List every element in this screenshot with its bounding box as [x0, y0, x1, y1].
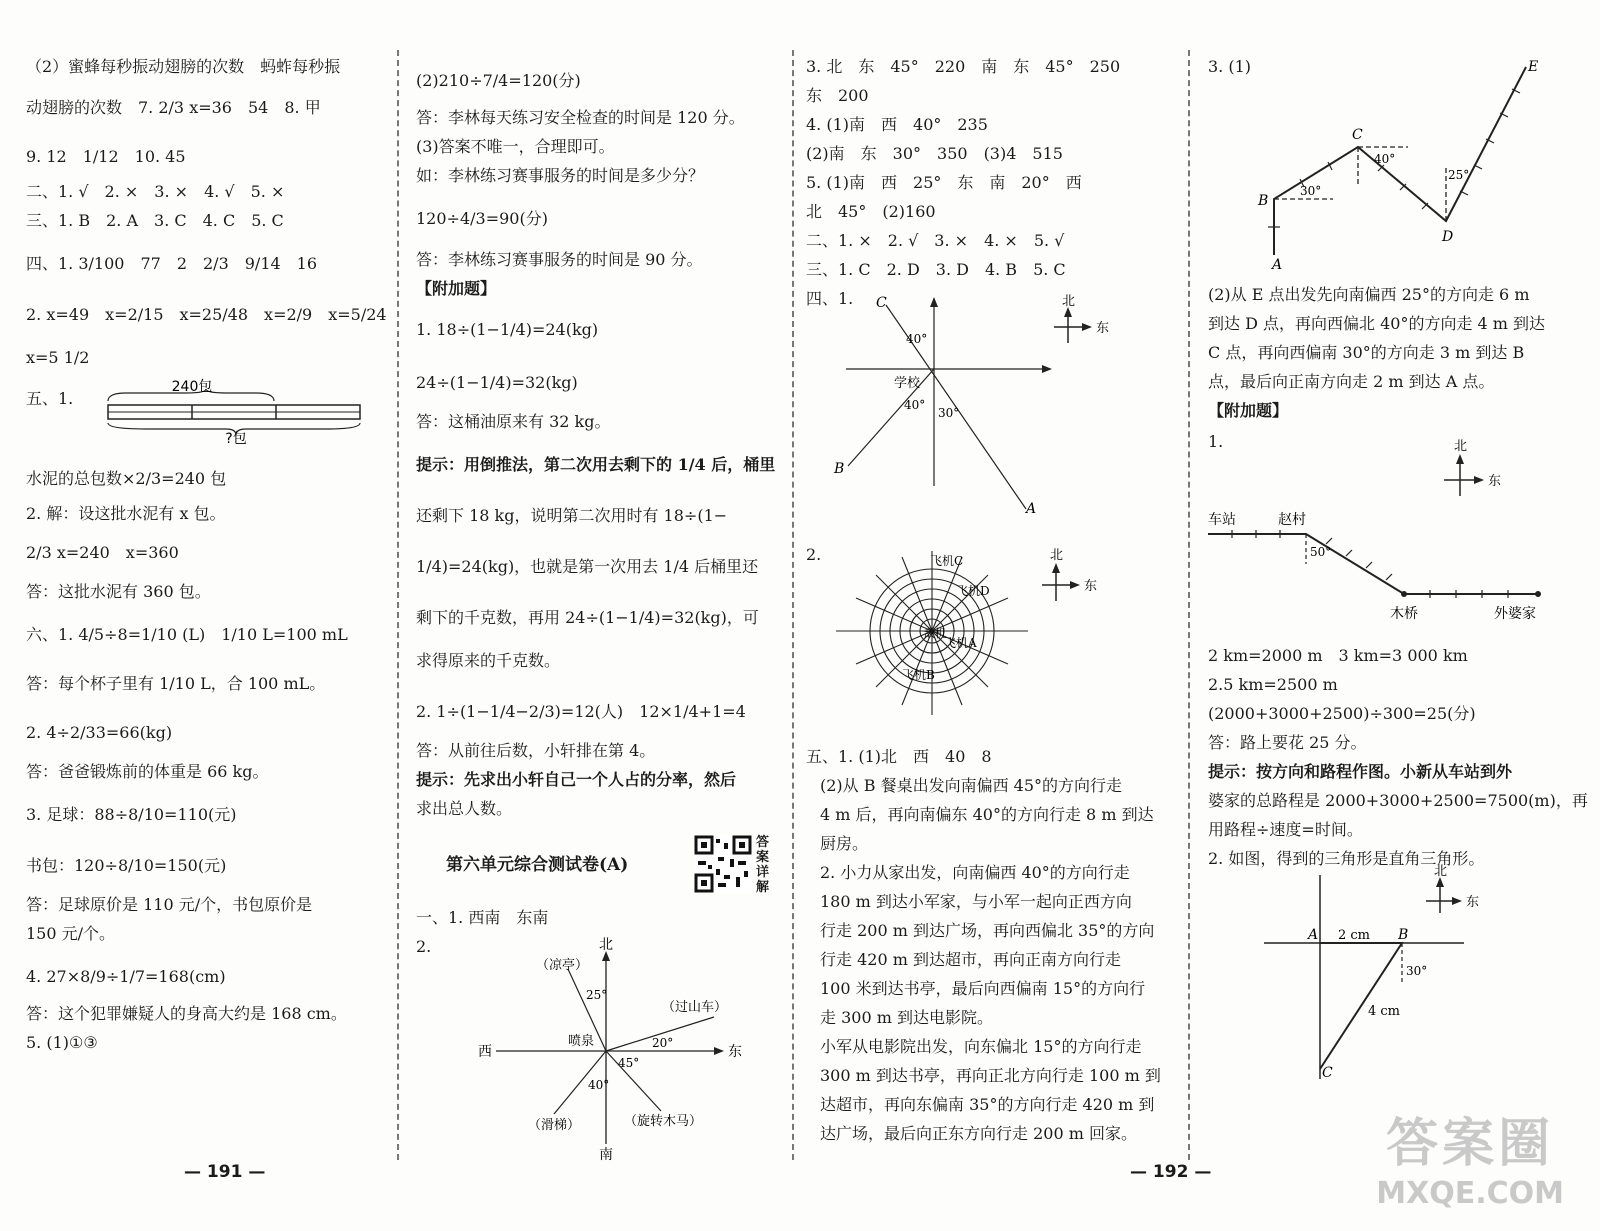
text-line: 厨房。: [820, 834, 869, 853]
text-line: 300 m 到达书亭，再向正北方向行走 100 m 到: [820, 1066, 1161, 1085]
text-line: 2.: [806, 545, 822, 564]
text-line: 答：李林每天练习安全检查的时间是 120 分。: [416, 108, 745, 127]
text-line: 达广场，最后向正东方向行走 200 m 回家。: [820, 1124, 1137, 1143]
text-line: 二、1. √ 2. × 3. × 4. √ 5. ×: [26, 182, 285, 201]
center-label: 学校: [894, 376, 921, 391]
east-label: 东: [1096, 321, 1110, 336]
point-B-label: B: [1398, 927, 1409, 943]
angle-label: 40°: [1374, 152, 1396, 166]
point-C-label: C: [876, 295, 887, 311]
text-line: 水泥的总包数×2/3=240 包: [26, 469, 227, 488]
section-label: 【附加题】: [416, 279, 497, 298]
text-line: 4 m 后，再向南偏东 40°的方向行走 8 m 到达: [820, 805, 1154, 824]
plane-label: 飞机D: [956, 584, 990, 598]
text-line: 答：这桶油原来有 32 kg。: [416, 412, 611, 431]
angle-label: 25°: [586, 988, 608, 1002]
text-line: 行走 200 m 到达广场，再向西偏北 35°的方向: [820, 921, 1155, 940]
east-label: 东: [728, 1044, 742, 1060]
place-label: 木桥: [1390, 606, 1418, 622]
text-line: (2000+3000+2500)÷300=25(分): [1208, 704, 1476, 723]
text-line: (2)210÷7/4=120(分): [416, 71, 581, 90]
watermark-site: MXQE.COM: [1376, 1176, 1564, 1211]
text-line: 4. (1)南 西 40° 235: [806, 115, 988, 134]
text-line: 3. 北 东 45° 220 南 东 45° 250: [806, 57, 1121, 76]
point-C-label: C: [1322, 1065, 1333, 1081]
text-line: 求出总人数。: [416, 799, 513, 818]
qr-code-icon: [694, 835, 752, 893]
text-line: 北 45° (2)160: [806, 202, 936, 221]
compass-diagram: [456, 937, 756, 1163]
text-line: 5. (1)①③: [26, 1033, 98, 1052]
length-label: 4 cm: [1368, 1004, 1401, 1019]
point-B-label: B: [1258, 193, 1269, 209]
north-label: 北: [1434, 864, 1448, 879]
text-line: 六、1. 4/5÷8=1/10 (L) 1/10 L=100 mL: [26, 625, 348, 644]
text-line: 婆家的总路程是 2000+3000+2500=7500(m)，再: [1208, 791, 1588, 810]
angle-label: 40°: [904, 398, 926, 412]
angle-label: 50°: [1310, 545, 1332, 559]
north-label: 北: [1062, 294, 1076, 309]
text-line: 二、1. × 2. √ 3. × 4. × 5. √: [806, 231, 1065, 250]
hint-line: 提示：按方向和路程作图。小新从车站到外: [1208, 762, 1513, 781]
text-line: 五、1. (1)北 西 40 8: [806, 747, 992, 766]
north-label: 北: [1050, 548, 1064, 563]
text-line: 5. (1)南 西 25° 东 南 20° 西: [806, 173, 1082, 192]
text-line: 用路程÷速度=时间。: [1208, 820, 1363, 839]
length-label: 2 cm: [1338, 928, 1371, 943]
route-diagram-stations: [1208, 439, 1558, 632]
point-B-label: B: [834, 461, 845, 477]
text-line: 2 km=2000 m 3 km=3 000 km: [1208, 646, 1468, 665]
watermark-brand: 答案圈: [1386, 1114, 1555, 1174]
text-line: 2.: [416, 937, 432, 956]
column-divider: [792, 50, 794, 1160]
east-label: 东: [1084, 579, 1098, 594]
text-line: (2)南 东 30° 350 (3)4 515: [806, 144, 1063, 163]
text-line: 还剩下 18 kg，说明第二次用时有 18÷(1−: [416, 506, 728, 525]
text-line: 2.5 km=2500 m: [1208, 675, 1338, 694]
place-label: （过山车）: [662, 1000, 728, 1015]
text-line: 达超市，再向东偏南 35°的方向行走 420 m 到: [820, 1095, 1155, 1114]
text-line: 2/3 x=240 x=360: [26, 543, 179, 562]
place-label: （凉亭）: [536, 958, 589, 973]
page-number-left: — 191 —: [184, 1162, 266, 1182]
point-E-label: E: [1528, 59, 1539, 75]
text-line: 2. 解：设这批水泥有 x 包。: [26, 504, 226, 523]
text-line: 东 200: [806, 86, 869, 105]
text-line: 1/4)=24(kg)，也就是第一次用去 1/4 后桶里还: [416, 557, 759, 576]
text-line: 1. 18÷(1−1/4)=24(kg): [416, 320, 599, 339]
point-A-label: A: [1308, 927, 1319, 943]
place-label: 外婆家: [1494, 606, 1536, 622]
text-line: 2. 如图，得到的三角形是直角三角形。: [1208, 849, 1485, 868]
angle-label: 40°: [588, 1078, 610, 1092]
angle-label: 30°: [1300, 184, 1322, 198]
place-label: （滑梯）: [528, 1118, 581, 1133]
page-number-right: — 192 —: [1130, 1162, 1212, 1182]
qr-caption: 答案详解: [756, 835, 770, 895]
text-line: 答：路上要花 25 分。: [1208, 733, 1367, 752]
text-line: 到达 D 点，再向西偏北 40°的方向走 4 m 到达: [1208, 314, 1546, 333]
section-label: 【附加题】: [1208, 401, 1289, 420]
answer-column-1: [26, 52, 386, 1057]
column-divider: [397, 50, 399, 1160]
text-line: 150 元/个。: [26, 924, 116, 943]
angle-label: 30°: [938, 406, 960, 420]
column-divider: [1188, 50, 1190, 1160]
diagram-top-label: 240包: [171, 379, 213, 395]
text-line: 100 米到达书亭，最后向西偏南 15°的方向行: [820, 979, 1146, 998]
place-label: （旋转木马）: [624, 1114, 703, 1129]
answer-column-2: [416, 52, 782, 1172]
angle-label: 45°: [618, 1056, 640, 1070]
text-line: 答：足球原价是 110 元/个，书包原价是: [26, 895, 313, 914]
text-line: 剩下的千克数，再用 24÷(1−1/4)=32(kg)，可: [416, 608, 759, 627]
text-line: x=5 1/2: [26, 348, 90, 367]
text-line: C 点，再向西偏南 30°的方向走 3 m 到达 B: [1208, 343, 1525, 362]
place-label: 车站: [1208, 512, 1236, 528]
text-line: 答：这个犯罪嫌疑人的身高大约是 168 cm。: [26, 1004, 347, 1023]
text-line: (2)从 B 餐桌出发向南偏西 45°的方向行走: [820, 776, 1123, 795]
text-line: 3. (1): [1208, 57, 1252, 76]
text-line: 五、1.: [26, 389, 74, 408]
text-line: 走 300 m 到达电影院。: [820, 1008, 993, 1027]
text-line: 四、1.: [806, 289, 854, 308]
point-C-label: C: [1352, 127, 1363, 143]
text-line: 120÷4/3=90(分): [416, 209, 548, 228]
text-line: 2. x=49 x=2/15 x=25/48 x=2/9 x=5/24: [26, 305, 387, 324]
text-line: 三、1. B 2. A 3. C 4. C 5. C: [26, 211, 284, 230]
angle-label: 20°: [652, 1036, 674, 1050]
text-line: 4. 27×8/9÷1/7=168(cm): [26, 967, 226, 986]
section-header: [416, 835, 782, 895]
east-label: 东: [1488, 474, 1502, 489]
angle-label: 25°: [1448, 168, 1470, 182]
north-label: 北: [1454, 439, 1468, 454]
text-line: 答：李林练习赛事服务的时间是 90 分。: [416, 250, 703, 269]
answer-column-4: [1208, 52, 1588, 1096]
text-line: 四、1. 3/100 77 2 2/3 9/14 16: [26, 254, 318, 273]
text-line: 如：李林练习赛事服务的时间是多少分？: [416, 166, 705, 185]
center-label: 敌机: [924, 627, 946, 640]
route-diagram-ABCDE: [1208, 55, 1558, 273]
angle-label: 40°: [906, 332, 928, 346]
west-label: 西: [478, 1044, 492, 1060]
place-label: 赵村: [1278, 512, 1306, 528]
text-line: (3)答案不唯一，合理即可。: [416, 137, 615, 156]
text-line: 答：从前往后数，小轩排在第 4。: [416, 741, 656, 760]
text-line: 行走 420 m 到达超市，再向正南方向行走: [820, 950, 1121, 969]
watermark: [1376, 1101, 1564, 1211]
plane-label: 飞机B: [902, 668, 935, 682]
plane-label: 飞机C: [930, 554, 964, 568]
text-line: (2)从 E 点出发先向南偏西 25°的方向走 6 m: [1208, 285, 1530, 304]
text-line: 三、1. C 2. D 3. D 4. B 5. C: [806, 260, 1066, 279]
text-line: 答：爸爸锻炼前的体重是 66 kg。: [26, 762, 269, 781]
text-line: 24÷(1−1/4)=32(kg): [416, 373, 578, 392]
section-title: 第六单元综合测试卷(A): [446, 855, 629, 875]
text-line: 1.: [1208, 432, 1224, 451]
point-D-label: D: [1442, 229, 1454, 245]
diagram-bottom-label: ?包: [225, 431, 247, 447]
text-line: 答：这批水泥有 360 包。: [26, 582, 211, 601]
text-line: 一、1. 西南 东南: [416, 908, 549, 927]
text-line: 求得原来的千克数。: [416, 651, 561, 670]
center-label: 喷泉: [568, 1034, 595, 1049]
point-A-label: A: [1026, 501, 1037, 517]
direction-diagram-school: [806, 291, 1156, 521]
south-label: 南: [599, 1147, 613, 1163]
north-label: 北: [599, 937, 613, 953]
hint-line: 提示：先求出小轩自己一个人占的分率，然后: [416, 770, 737, 789]
text-line: 3. 足球：88÷8/10=110(元): [26, 805, 237, 824]
text-line: 点，最后向正南方向走 2 m 到达 A 点。: [1208, 372, 1495, 391]
answer-column-3: [806, 52, 1178, 1148]
text-line: 2. 1÷(1−1/4−2/3)=12(人) 12×1/4+1=4: [416, 702, 746, 721]
text-line: 动翅膀的次数 7. 2/3 x=36 54 8. 甲: [26, 98, 321, 117]
plane-label: 飞机A: [944, 636, 977, 650]
text-line: 小军从电影院出发，向东偏北 15°的方向行走: [820, 1037, 1142, 1056]
east-label: 东: [1466, 895, 1480, 910]
radar-diagram: [806, 543, 1156, 723]
text-line: 9. 12 1/12 10. 45: [26, 147, 186, 166]
text-line: 2. 4÷2/33=66(kg): [26, 723, 173, 742]
point-A-label: A: [1272, 257, 1283, 273]
text-line: 答：每个杯子里有 1/10 L，合 100 mL。: [26, 674, 326, 693]
text-line: 2. 小力从家出发，向南偏西 40°的方向行走: [820, 863, 1130, 882]
text-line: 180 m 到达小军家，与小军一起向正西方向: [820, 892, 1132, 911]
text-line: 书包：120÷8/10=150(元): [26, 856, 227, 875]
hint-line: 提示：用倒推法，第二次用去剩下的 1/4 后，桶里: [416, 455, 776, 474]
triangle-diagram: [1208, 864, 1558, 1083]
segment-diagram: [86, 379, 386, 447]
angle-label: 30°: [1406, 964, 1428, 978]
text-line: （2）蜜蜂每秒振动翅膀的次数 蚂蚱每秒振: [26, 57, 341, 76]
